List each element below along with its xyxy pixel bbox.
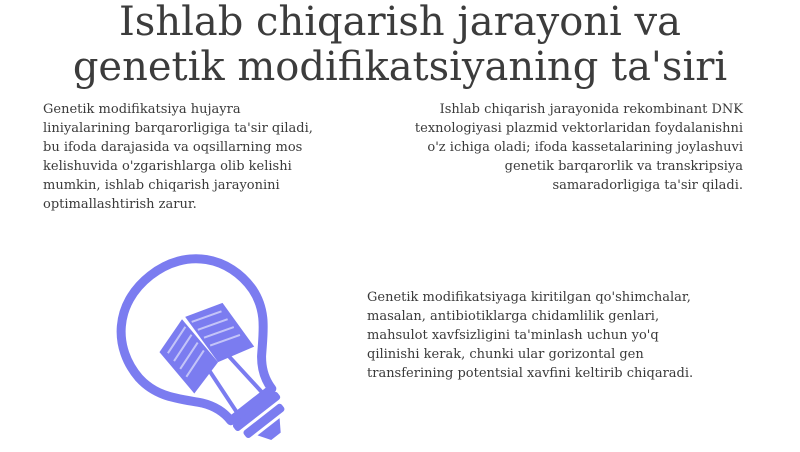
paragraph-line: qilinishi kerak, chunki ular gorizontal gen	[367, 347, 644, 362]
paragraph-line: mumkin, ishlab chiqarish jarayonini	[43, 178, 280, 193]
paragraph-line: genetik barqarorlik va transkripsiya	[504, 159, 743, 174]
title-line-2: genetik modifikatsiyaning ta'siri	[72, 44, 728, 90]
paragraph-line: Genetik modifikatsiya hujayra	[43, 102, 241, 117]
paragraph-stability	[43, 100, 373, 214]
paragraph-line: texnologiyasi plazmid vektorlaridan foydalanishni	[414, 121, 743, 136]
paragraph-line: transferining potentsial xavfini keltirib chiqaradi.	[367, 366, 694, 381]
paragraph-line: mahsulot xavfsizligini ta'minlash uchun yo'q	[367, 328, 659, 343]
paragraph-line: o'z ichiga oladi; ifoda kassetalarining joylashuvi	[427, 140, 743, 155]
paragraph-recombinant-dna	[372, 100, 743, 195]
paragraph-line: bu ifoda darajasida va oqsillarning mos	[43, 140, 303, 155]
paragraph-line: optimallashtirish zarur.	[43, 197, 197, 212]
paragraph-antibiotic-genes	[367, 288, 747, 383]
paragraph-line: kelishuvida o'zgarishlarga olib kelishi	[43, 159, 292, 174]
paragraph-line: Genetik modifikatsiyaga kiritilgan qo'shimchalar,	[367, 290, 691, 305]
title-line-1: Ishlab chiqarish jarayoni va	[119, 0, 681, 45]
paragraph-line: masalan, antibiotiklarga chidamlilik genlari,	[367, 309, 660, 324]
lightbulb-book-icon	[95, 248, 320, 448]
paragraph-line: Ishlab chiqarish jarayonida rekombinant DNK	[439, 102, 743, 117]
page-title	[0, 0, 800, 90]
paragraph-line: samaradorligiga ta'sir qiladi.	[552, 178, 743, 193]
paragraph-line: liniyalarining barqarorligiga ta'sir qiladi,	[43, 121, 313, 136]
